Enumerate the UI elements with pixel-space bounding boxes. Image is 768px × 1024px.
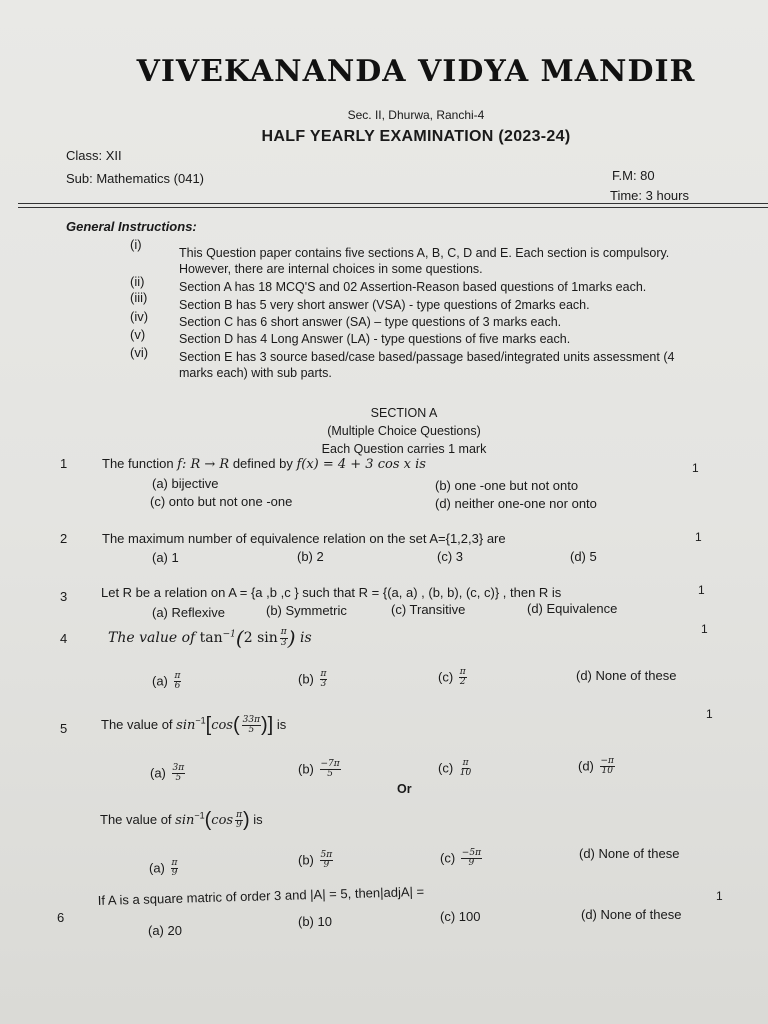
question-text: The value of $\sin^{-1}[\cos$( $\frac{33\pi}{5}$ )] is (101, 714, 287, 736)
instruction-text: Section A has 18 MCQ'S and 02 Assertion-Reason based questions of 1marks each. (179, 280, 647, 294)
or-separator: Or (397, 782, 412, 796)
question-mark: 1 (698, 583, 705, 597)
question-mark: 1 (701, 622, 708, 636)
instruction-text: marks each) with sub parts. (179, 366, 332, 380)
question-text: The value of $\tan^{-1}(2$ sin $\frac{\pi}{3}$ ) is (108, 626, 312, 650)
question-text: Let R be a relation on A = {a ,b ,c } such that R = {(a, a) , (b, b), (c, c)} , then R is (101, 585, 562, 600)
question-number: 2 (60, 531, 68, 546)
question-mark: 1 (706, 707, 713, 721)
question-number: 4 (60, 631, 68, 646)
instruction-text: Section E has 3 source based/case based/passage based/integrated units assessment (4 (179, 350, 675, 364)
question-mark: 1 (692, 461, 699, 475)
instruction-text: Section C has 6 short answer (SA) – type questions of 3 marks each. (179, 315, 562, 329)
section-subtitle: (Multiple Choice Questions) (327, 424, 481, 438)
option-c: (c) 3 (437, 549, 463, 564)
question-mark: 1 (716, 889, 723, 903)
instruction-text: However, there are internal choices in some questions. (179, 262, 483, 276)
option-b: (b) $\frac{\pi}{3}$ (298, 669, 327, 690)
instruction-num: (iv) (130, 309, 149, 324)
option-a: (a) Reflexive (152, 605, 225, 620)
class-label: Class: XII (66, 148, 122, 163)
option-d: (d) neither one-one nor onto (435, 496, 597, 511)
option-d: (d) None of these (581, 907, 682, 922)
option-c: (c) onto but not one -one (150, 494, 293, 509)
section-note: Each Question carries 1 mark (321, 442, 487, 456)
header-divider-2 (18, 207, 768, 208)
option-c: (c) Transitive (391, 602, 466, 617)
option-d: (d) $\frac{-\pi}{10}$ (578, 756, 614, 777)
exam-title: HALF YEARLY EXAMINATION (2023-24) (261, 128, 571, 145)
question-number: 1 (60, 456, 68, 471)
instruction-num: (ii) (130, 274, 145, 289)
instruction-num: (iii) (130, 290, 148, 305)
option-c: (c) 100 (440, 909, 481, 924)
section-title: SECTION A (370, 406, 438, 420)
option-a: (a) 1 (152, 550, 179, 565)
option-a: (a) $\frac{\pi}{6}$ (152, 671, 181, 692)
instruction-num: (v) (130, 327, 146, 342)
option-a: (a) $\frac{\pi}{9}$ (149, 858, 178, 879)
time-allowed: Time: 3 hours (610, 188, 689, 203)
instruction-text: This Question paper contains five sections A, B, C, D and E. Each section is compulsory. (179, 246, 670, 260)
question-text: The function f: R → R defined by f(x) = 4 + 3 cos x is (102, 456, 426, 472)
option-b: (b) 10 (298, 914, 332, 929)
option-d: (d) None of these (579, 846, 680, 861)
option-a: (a) bijective (152, 476, 219, 491)
option-a: (a) $\frac{3\pi}{5}$ (150, 763, 185, 784)
instructions-title: General Instructions: (66, 219, 197, 234)
question-text: The maximum number of equivalence relation on the set A={1,2,3} are (102, 531, 506, 546)
instruction-text: Section D has 4 Long Answer (LA) - type questions of five marks each. (179, 332, 571, 346)
option-a: (a) 20 (148, 923, 182, 938)
option-b: (b) $\frac{5\pi}{9}$ (298, 850, 333, 871)
school-name: VIVEKANANDA VIDYA MANDIR (136, 54, 696, 89)
instruction-num: (i) (130, 237, 142, 252)
question-text: If A is a square matric of order 3 and |A| = 5, then|adjA| = (97, 883, 425, 908)
question-mark: 1 (695, 530, 702, 544)
option-d: (d) None of these (576, 668, 677, 683)
question-number: 5 (60, 721, 68, 736)
option-c: (c) $\frac{\pi}{2}$ (438, 667, 466, 688)
school-address: Sec. II, Dhurwa, Ranchi-4 (347, 108, 485, 122)
question-number: 6 (57, 910, 65, 925)
option-d: (d) 5 (570, 549, 597, 564)
option-b: (b) 2 (297, 549, 324, 564)
question-number: 3 (60, 589, 68, 604)
full-marks: F.M: 80 (612, 168, 655, 183)
option-b: (b) one -one but not onto (435, 478, 579, 493)
option-c: (c) $\frac{-5\pi}{9}$ (440, 848, 481, 869)
option-c: (c) $\frac{\pi}{10}$ (438, 758, 472, 779)
question-text: The value of $\sin^{-1}(\cos$ $\frac{\pi}{9}$ ) is (100, 809, 263, 831)
option-d: (d) Equivalence (527, 601, 618, 616)
option-b: (b) $\frac{-7\pi}{5}$ (298, 759, 340, 780)
instruction-text: Section B has 5 very short answer (VSA) - type questions of 2marks each. (179, 298, 590, 312)
instruction-num: (vi) (130, 345, 149, 360)
option-b: (b) Symmetric (266, 603, 347, 618)
subject-label: Sub: Mathematics (041) (66, 171, 205, 186)
header-divider (18, 203, 768, 204)
